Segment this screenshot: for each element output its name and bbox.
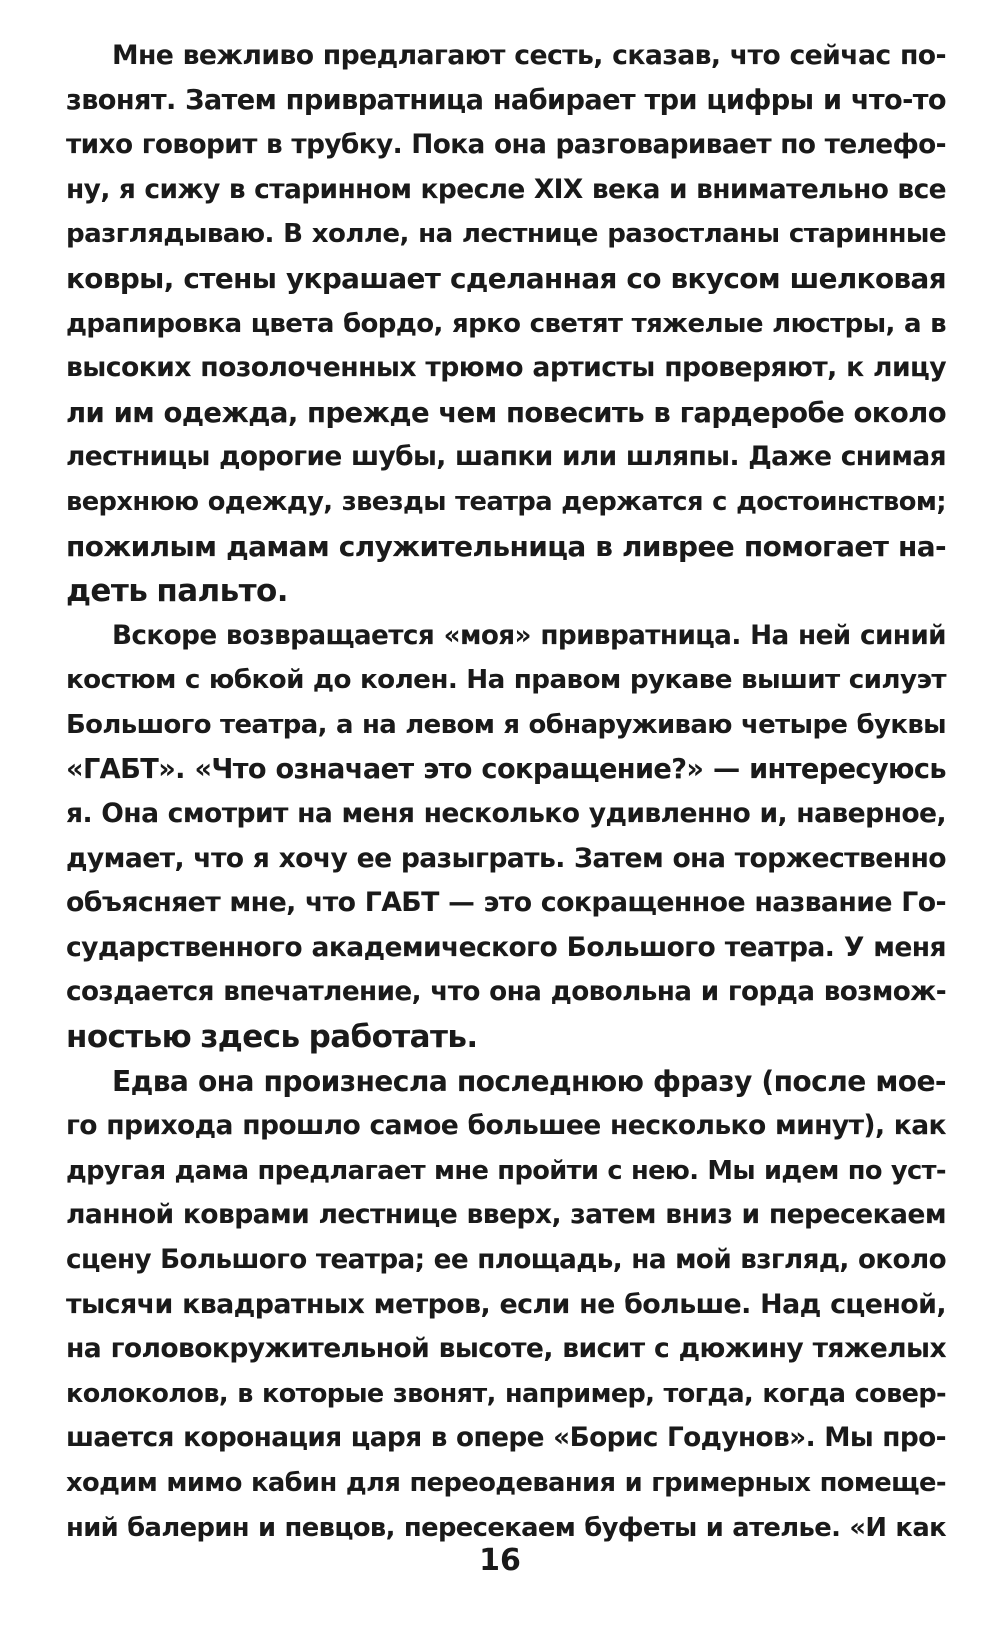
text-line: костюм с юбкой до колен. На правом рукаве вышит силуэт (66, 665, 946, 696)
text-line: ланной коврами лестнице вверх, затем вниз и пересекаем (66, 1199, 946, 1231)
text-line: драпировка цвета бордо, ярко светят тяжелые люстры, а в (66, 308, 946, 339)
text-line: я. Она смотрит на меня несколько удивленно и, наверное, (66, 798, 946, 830)
text-line: Мне вежливо предлагают сесть, сказав, что сейчас по- (112, 40, 946, 71)
paragraph-1 (66, 34, 946, 614)
text-line: другая дама предлагает мне пройти с нею. Мы идем по уст- (66, 1155, 946, 1186)
text-line: шается коронация царя в опере «Борис Годунов». Мы про- (66, 1423, 946, 1454)
text-line: ли им одежда, прежде чем повесить в гардеробе около (66, 396, 946, 429)
text-line: ну, я сижу в старинном кресле XIX века и внимательно все (66, 173, 946, 205)
text-line: «ГАБТ». «Что означает это сокращение?» — интересуюсь (66, 753, 946, 785)
text-line: на головокружительной высоте, висит с дюжину тяжелых (66, 1333, 946, 1365)
text-line: верхнюю одежду, звезды театра держатся с достоинством; (66, 486, 946, 517)
text-line: объясняет мне, что ГАБТ — это сокращенное название Го- (66, 887, 946, 919)
text-line: Вскоре возвращается «моя» привратница. На ней синий (112, 620, 946, 651)
text-line: сцену Большого театра; ее площадь, на мой взгляд, около (66, 1245, 946, 1276)
paragraph-3 (66, 1060, 946, 1551)
text-line: высоких позолоченных трюмо артисты проверяют, к лицу (66, 352, 946, 384)
text-line: разглядываю. В холле, на лестнице разостланы старинные (66, 219, 946, 250)
text-line: пожилым дамам служительница в ливрее помогает на- (66, 529, 946, 563)
text-line: тысячи квадратных метров, если не больше. Над сценой, (66, 1288, 946, 1320)
text-line: звонят. Затем привратница набирает три цифры и что-то (66, 84, 946, 116)
text-line: деть пальто. (66, 573, 288, 610)
text-line: колоколов, в которые звонят, например, тогда, когда совер- (66, 1378, 946, 1409)
paragraph-2 (66, 614, 946, 1060)
text-line: сударственного академического Большого театра. У меня (66, 931, 946, 963)
text-line: ходим мимо кабин для переодевания и гримерных помеще- (66, 1468, 946, 1498)
page-body (66, 34, 946, 1550)
text-line: Большого театра, а на левом я обнаруживаю четыре буквы (66, 709, 946, 740)
text-line: ностью здесь работать. (66, 1019, 478, 1056)
text-line: создается впечатление, что она довольна и горда возмож- (66, 977, 946, 1008)
text-line: го прихода прошло самое большее несколько минут), как (66, 1110, 946, 1142)
text-line: лестницы дорогие шубы, шапки или шляпы. Даже снимая (66, 441, 946, 473)
text-line: ковры, стены украшает сделанная со вкусом шелковая (66, 261, 946, 295)
text-line: думает, что я хочу ее разыграть. Затем она торжественно (66, 842, 946, 874)
text-line: тихо говорит в трубку. Пока она разговаривает по телефо- (66, 130, 946, 161)
page-number: 16 (479, 1543, 521, 1578)
text-line: Едва она произнесла последнюю фразу (после мое- (112, 1064, 946, 1098)
text-line: ний балерин и певцов, пересекаем буфеты и ателье. «И как (66, 1512, 946, 1543)
